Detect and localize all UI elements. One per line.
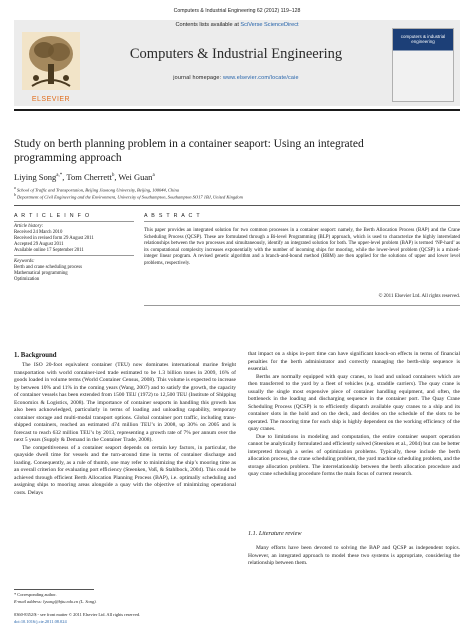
keyword: Mathematical programming <box>14 271 68 276</box>
contents-prefix: Contents lists available at <box>175 22 241 28</box>
paragraph: The ISO 20-foot equivalent container (TEU) now dominates international marine freight transportation with world container-ized trade estimated to be 1.3 billion tones in 2009, 16% of goods loaded in volume terms (World Container Census, 2008). This volume is expected to increase by between 10% and 11% in the coming years (Wang, 2007) and to satisfy the growth, the capacity of container vessels has been extended from 1500 TEU (1972) to 12,500 TEU (Institute of Shipping Economics & Logistics, 2008). The importance of container seaports in handling this growth has also been acknowledged, particularly in terms of loading and unloading capability, temporary container storage and multi-modal transport options. Global container port traffic, including trans-shipped containers, reached an estimated 474 million TEU’s in 2008, up 30% on 2005 and is forecast to reach 632 million TEU’s by 2013, representing a growth rate of 7% per annum over the next 5 years (Supply & Demand in the Container Trade, 2008). <box>14 362 236 443</box>
homepage-link[interactable]: www.elsevier.com/locate/caie <box>223 75 299 81</box>
paragraph: Berths are normally equipped with quay cranes, to load and unload containers which are then transferred to the yard by a fleet of vehicles (e.g. straddle carriers). The quay crane is usually the single most expensive piece of container handling equipment, and often, the bottleneck in the loading and discharging sequence in the container port. The Quay Crane Scheduling Process (QCSP) is to efficiently dispatch available quay cranes to a ship and its container slots in the hold and on the deck, and decides on the schedule of the slots to be operated. The mooring time for each ship is highly dependent on the working efficiency of the quay cranes. <box>248 373 460 432</box>
history-label: Article history: <box>14 224 44 229</box>
body-column-left <box>14 362 236 497</box>
abstract-rule <box>144 221 460 222</box>
sciencedirect-link[interactable]: SciVerse ScienceDirect <box>240 22 299 28</box>
abstract-copyright: © 2011 Elsevier Ltd. All rights reserved. <box>378 294 460 299</box>
history-item: Received in revised form 29 August 2011 <box>14 236 94 241</box>
abstract-heading: A B S T R A C T <box>144 213 201 219</box>
author-name: Liying Song <box>14 172 57 182</box>
article-info-heading: A R T I C L E I N F O <box>14 213 91 219</box>
header-rule <box>14 109 460 111</box>
affiliation <box>14 186 460 193</box>
paragraph: Many efforts have been devoted to solving the BAP and QCSP as independent topics. However, an integrated approach to model these two systems is appropriate, considering the relationship between them. <box>248 545 460 566</box>
footnote-email: E-mail address: lysong@bjtu.edu.cn (L. Song). <box>14 599 97 604</box>
keyword: Berth and crane scheduling process <box>14 265 82 270</box>
footnote-rule <box>14 589 94 590</box>
subsection-heading: 1.1. Literature review <box>248 530 302 537</box>
affiliation <box>14 193 460 200</box>
article-history <box>14 224 134 254</box>
affiliation-mark: b <box>14 193 16 197</box>
affiliation-text: Department of Civil Engineering and the Environment, University of Southampton, Southampton SO17 1BJ, United Kingdom <box>17 194 243 200</box>
author-sup: a,* <box>56 173 63 179</box>
homepage-prefix: journal homepage: <box>173 75 224 81</box>
body-column-right-continued <box>248 545 460 568</box>
affiliation-text: School of Traffic and Transportation, Beijing Jiaotong University, Beijing, 100044, China <box>17 187 179 193</box>
paragraph: that impact on a ships in-port time can have significant knock-on effects in terms of financial penalties for the berth administrator and correctly managing the berth-ship sequence is essential. <box>248 351 460 372</box>
body-column-right <box>248 351 460 479</box>
section-rule <box>14 205 460 206</box>
keyword: Optimization <box>14 277 40 282</box>
author-sup: a <box>152 173 155 179</box>
author-name: Tom Cherrett <box>66 172 112 182</box>
info-rule <box>14 221 134 222</box>
author-name: Wei Guan <box>118 172 153 182</box>
paragraph: Due to limitations in modeling and computation, the entire container seaport operation cannot be analytically formulated and efficiently solved (Steenken et al., 2004) but can be better interpreted through a series of optimization problems. Typically, these include the berth allocation process, the crane scheduling problem, the yard machine scheduling problem, and the storage allocation problem. The interrelationship between the berth allocation procedure and quay crane scheduling procedure forms the main focus of current research. <box>248 433 460 477</box>
keywords-label: Keywords: <box>14 259 35 264</box>
abstract-text: This paper provides an integrated solution for two common processes in a container seaport: namely, the Berth Allocation Process (BAP) and the Crane Scheduling Process (QCSP). These are formulated through a Bi-level Programming (BLP) approach, which is used to characterize the highly interrelated relationships between the two processes and simultaneously, identify an integrated solution for both. The upper-level problem (BAP) is termed ‘NP-hard’ as its computational complexity increases exponentially with the number of incoming ships for mooring, while the lower-level problem (QCSP) is a mixed-integer linear program. A revised genetic algorithm and a branch-and-bound method (BBM) are then applied for the solutions of upper and lower level problems, respectively. <box>144 228 460 266</box>
journal-title: Computers & Industrial Engineering <box>129 46 343 62</box>
keywords <box>14 259 134 283</box>
cover-title: computers & industrial engineering <box>400 34 446 44</box>
footnote-issn: 0360-8352/$ - see front matter © 2011 Elsevier Ltd. All rights reserved. <box>14 612 141 617</box>
paragraph: The competitiveness of a container seaport depends on certain key factors, in particular, the quayside dwell time for vessels and the turn-around time in terms of container discharge and loading. Consequently, as a rule of thumb, one may refer to minimizing the ship’s mooring time as an overall criterion for evaluating port efficiency (Steenken, Voß, & Stahlbock, 2004). This could be achieved through efficient Berth Allocation Planning Process (BAP), i.e. optimally scheduling and assigning ships to mooring areas alongside a quay with the objective of minimizing operational costs. Delays <box>14 444 236 496</box>
history-item: Received 24 March 2010 <box>14 230 63 235</box>
journal-homepage <box>90 75 382 81</box>
section-heading: 1. Background <box>14 352 57 359</box>
article-title: Study on berth planning problem in a container seaport: Using an integrated programming approach <box>14 138 364 164</box>
journal-reference: Computers & Industrial Engineering 62 (2012) 119–128 <box>173 8 301 14</box>
publisher-logo-text: ELSEVIER <box>31 96 71 103</box>
affiliation-mark: a <box>14 186 16 190</box>
history-item: Available online 17 September 2011 <box>14 248 84 253</box>
author-sup: b <box>111 173 115 179</box>
history-item: Accepted 29 August 2011 <box>14 242 64 247</box>
abstract-end-rule <box>144 305 460 306</box>
doi-link[interactable]: doi:10.1016/j.cie.2011.08.024 <box>14 619 67 624</box>
elsevier-tree-logo <box>18 28 84 100</box>
keywords-rule <box>14 255 134 256</box>
author-list: Liying Song$^{a,*}$, Tom Cherrett$^b$, Wei Guan$^a$ <box>14 172 155 182</box>
footnote-corresponding: * Corresponding author. <box>14 592 57 597</box>
